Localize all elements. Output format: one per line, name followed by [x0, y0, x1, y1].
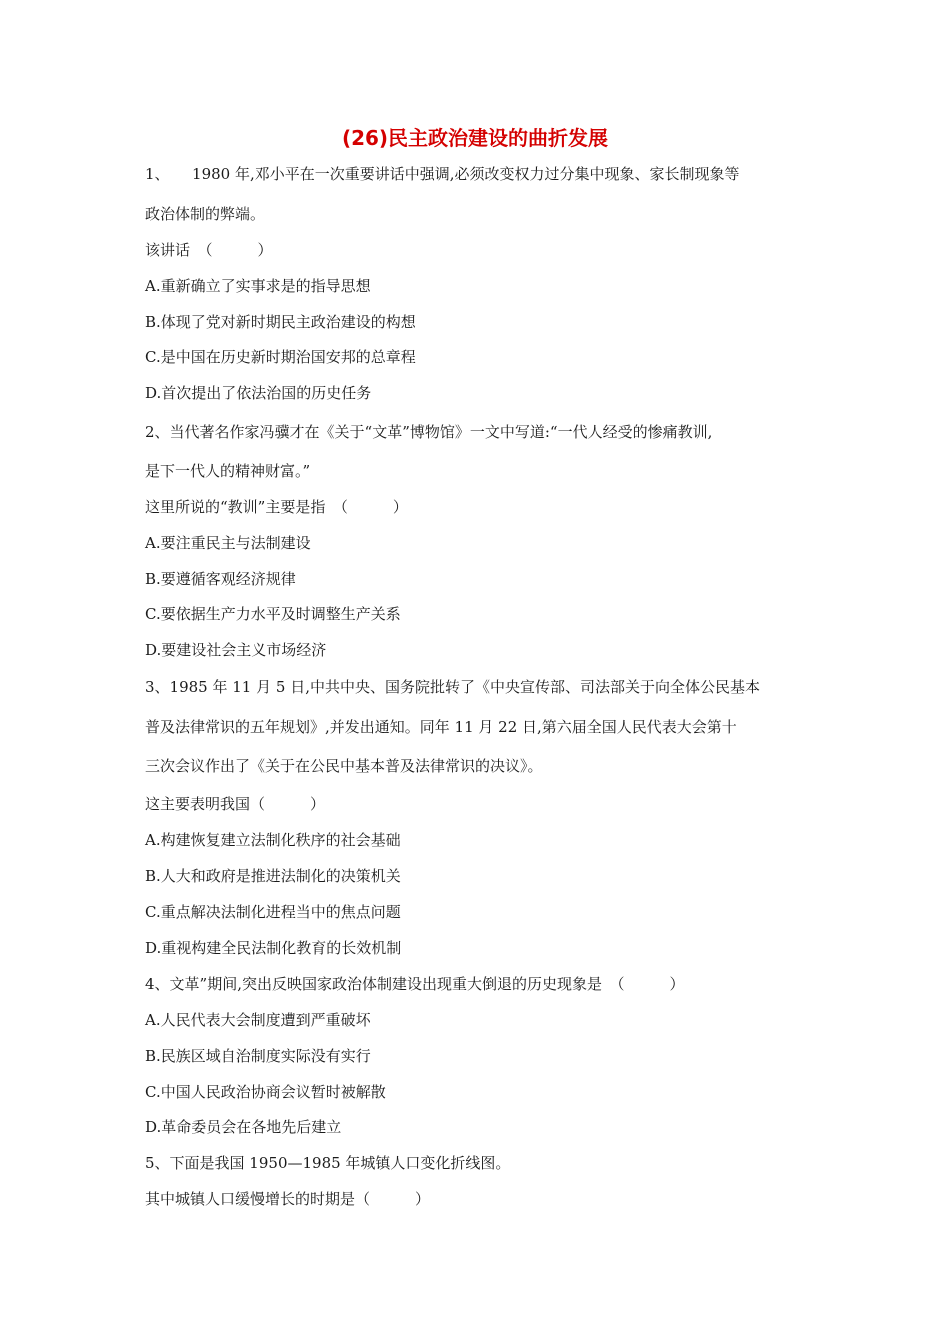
- question-3-prompt: 这主要表明我国（ ）: [145, 795, 326, 813]
- question-4-option-b: B.民族区域自治制度实际没有实行: [145, 1047, 371, 1065]
- question-3-option-a: A.构建恢复建立法制化秩序的社会基础: [145, 831, 401, 849]
- question-4-option-a: A.人民代表大会制度遭到严重破坏: [145, 1011, 371, 1029]
- question-1-stem-line-2: 政治体制的弊端。: [145, 205, 266, 223]
- question-1-option-b: B.体现了党对新时期民主政治建设的构想: [145, 313, 416, 331]
- question-3-stem-line-3: 三次会议作出了《关于在公民中基本普及法律常识的决议》。: [145, 757, 543, 775]
- question-1-stem-line-1: 1、 1980 年,邓小平在一次重要讲话中强调,必须改变权力过分集中现象、家长制现象等: [145, 165, 740, 183]
- question-2-option-d: D.要建设社会主义市场经济: [145, 641, 327, 659]
- question-2-stem-line-2: 是下一代人的精神财富。”: [145, 462, 311, 480]
- question-3-stem-line-2: 普及法律常识的五年规划》,并发出通知。同年 11 月 22 日,第六届全国人民代表大会第十: [145, 718, 737, 736]
- question-3-option-d: D.重视构建全民法制化教育的长效机制: [145, 939, 402, 957]
- question-2-option-c: C.要依据生产力水平及时调整生产关系: [145, 605, 401, 623]
- question-2-stem-line-1: 2、当代著名作家冯骥才在《关于“文革”博物馆》一文中写道:“一代人经受的惨痛教训,: [145, 423, 713, 441]
- question-1-option-d: D.首次提出了依法治国的历史任务: [145, 384, 372, 402]
- question-2-prompt: 这里所说的“教训”主要是指 （ ）: [145, 498, 408, 516]
- question-4-option-c: C.中国人民政治协商会议暂时被解散: [145, 1083, 386, 1101]
- question-5-prompt: 其中城镇人口缓慢增长的时期是（ ）: [145, 1190, 431, 1208]
- question-1-prompt: 该讲话 （ ）: [145, 241, 273, 259]
- question-2-option-a: A.要注重民主与法制建设: [145, 534, 311, 552]
- question-3-option-c: C.重点解决法制化进程当中的焦点问题: [145, 903, 401, 921]
- question-2-option-b: B.要遵循客观经济规律: [145, 570, 296, 588]
- question-5-stem: 5、下面是我国 1950—1985 年城镇人口变化折线图。: [145, 1154, 511, 1172]
- question-3-option-b: B.人大和政府是推进法制化的决策机关: [145, 867, 401, 885]
- page-title: (26)民主政治建设的曲折发展: [341, 126, 609, 150]
- question-1-option-c: C.是中国在历史新时期治国安邦的总章程: [145, 348, 416, 366]
- question-4-option-d: D.革命委员会在各地先后建立: [145, 1118, 342, 1136]
- question-3-stem-line-1: 3、1985 年 11 月 5 日,中共中央、国务院批转了《中央宣传部、司法部关于向全体公民基本: [145, 678, 760, 696]
- question-1-option-a: A.重新确立了实事求是的指导思想: [145, 277, 371, 295]
- question-4-stem: 4、文革”期间,突出反映国家政治体制建设出现重大倒退的历史现象是 （ ）: [145, 975, 685, 993]
